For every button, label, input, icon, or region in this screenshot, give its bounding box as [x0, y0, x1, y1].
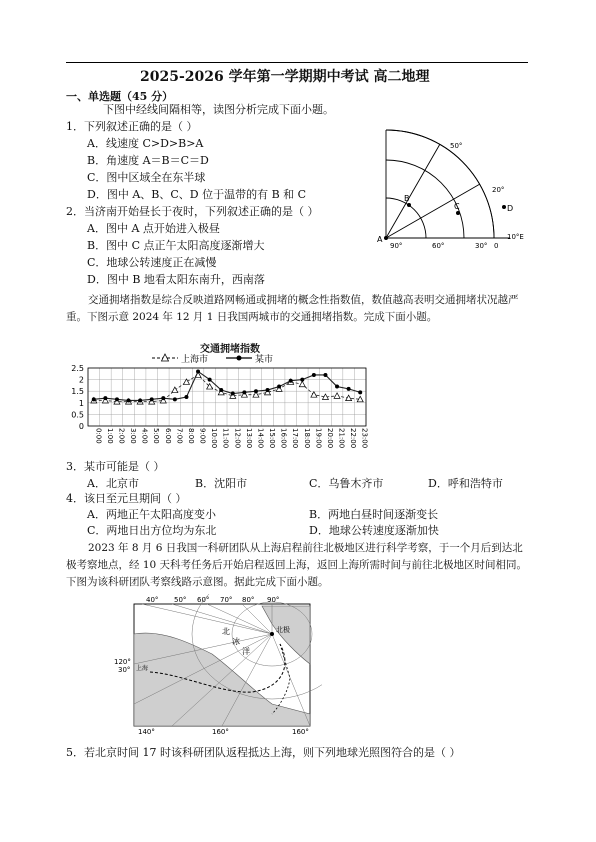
intro-3: 2023 年 8 月 6 日我国一科研团队从上海启程前往北极地区进行科学考察，于一个月后到达北极考察地点，经 10 天科考任务后开始启程返回上海，返回上海所需时间与前往北极地区时间相同。下图为该科研团队考察线路示意图。据此完成下面小题。 — [66, 542, 528, 588]
x-tick-label: 1:00 — [105, 428, 114, 444]
map-bottom-label-160a: 160° — [212, 728, 229, 736]
map-top-label-80: 80° — [242, 596, 255, 604]
question-1-option-a: A．线速度 C>D>B>A — [87, 137, 204, 150]
question-1-option-b: B．角速度 A＝B＝C＝D — [87, 154, 209, 167]
map-top-label-70: 70° — [220, 596, 233, 604]
map-top-label-60: 60° — [197, 596, 210, 604]
question-4-stem: 4．该日至元旦期间（ ） — [66, 492, 187, 505]
question-1-option-c: C．图中区域全在东半球 — [87, 171, 206, 184]
question-3-option-c: C．乌鲁木齐市 — [309, 477, 384, 490]
section-heading: 一、单选题（45 分） — [66, 90, 174, 103]
x-tick-label: 9:00 — [198, 428, 207, 444]
intro-1: 下图中经线间隔相等，读图分析完成下面小题。 — [103, 103, 334, 116]
data-point-moushi — [300, 378, 304, 382]
map-top-label-50: 50° — [174, 596, 187, 604]
data-point-moushi — [254, 389, 258, 393]
data-point-moushi — [150, 397, 154, 401]
legend-moushi: 某市 — [255, 355, 274, 364]
data-point-shanghai — [299, 381, 305, 387]
map-left-label-30: 30° — [118, 666, 131, 674]
map-bottom-label-140: 140° — [138, 728, 155, 736]
question-3-option-d: D．呼和浩特市 — [428, 477, 503, 490]
data-point-moushi — [289, 379, 293, 383]
data-point-moushi — [103, 396, 107, 400]
question-2-option-a: A．图中 A 点开始进入极昼 — [87, 222, 220, 235]
x-tick-label: 12:00 — [233, 428, 242, 449]
lat-label-50: 50° — [450, 142, 463, 150]
question-5-stem: 5．若北京时间 17 时该科研团队返程抵达上海，则下列地球光照图符合的是（ ） — [66, 746, 461, 759]
label-shanghai: 上海 — [136, 665, 149, 672]
x-tick-label: 8:00 — [186, 428, 195, 444]
data-point-moushi — [231, 392, 235, 396]
point-d — [502, 205, 506, 209]
question-4-option-c: C．两地日出方位均为东北 — [87, 524, 217, 537]
x-tick-label: 7:00 — [175, 428, 184, 444]
data-point-moushi — [184, 395, 188, 399]
x-tick-label: 16:00 — [279, 428, 288, 449]
label-bing: 冰 — [232, 637, 240, 646]
question-1-option-d: D．图中 A、B、C、D 位于温带的有 B 和 C — [87, 188, 307, 201]
legend-shanghai: 上海市 — [181, 355, 209, 364]
point-b — [407, 203, 411, 207]
lon-label-10e: 10°E — [507, 233, 524, 241]
x-tick-label: 17:00 — [291, 428, 300, 449]
data-point-moushi — [173, 397, 177, 401]
map-left-label-120: 120° — [114, 658, 131, 666]
data-point-moushi — [347, 387, 351, 391]
x-tick-label: 18:00 — [302, 428, 311, 449]
label-a: A — [377, 235, 383, 244]
data-point-moushi — [335, 385, 339, 389]
question-1-stem: 1．下列叙述正确的是（ ） — [66, 120, 198, 133]
y-tick-label: 1 — [78, 398, 84, 408]
lon-label-90: 90° — [390, 242, 403, 250]
label-d: D — [507, 204, 514, 213]
x-tick-label: 14:00 — [256, 428, 265, 449]
lat-label-20: 20° — [492, 186, 505, 194]
intro-2: 交通拥堵指数是综合反映道路网畅通或拥堵的概念性指数值，数值越高表明交通拥堵状况越严重。下图示意 2024 年 12 月 1 日我国两城市的交通拥堵指数。完成下面小题。 — [66, 294, 519, 323]
question-3-option-b: B．沈阳市 — [195, 477, 248, 490]
data-point-moushi — [127, 398, 131, 402]
y-tick-label: 0.5 — [71, 410, 84, 420]
lon-label-30: 30° — [475, 242, 488, 250]
x-tick-label: 11:00 — [221, 428, 230, 449]
polar-quadrant-map — [370, 118, 530, 258]
map-top-label-40: 40° — [146, 596, 159, 604]
question-2-option-b: B．图中 C 点正午太阳高度逐渐增大 — [87, 239, 265, 252]
data-point-moushi — [323, 373, 327, 377]
data-point-shanghai — [311, 392, 317, 398]
x-tick-label: 20:00 — [325, 428, 334, 449]
x-tick-label: 6:00 — [163, 428, 172, 444]
y-tick-label: 0 — [78, 422, 84, 431]
question-4-option-d: D．地球公转速度逐渐加快 — [309, 524, 439, 537]
label-bei: 北 — [222, 627, 230, 636]
question-3-stem: 3．某市可能是（ ） — [66, 460, 165, 473]
x-tick-label: 2:00 — [117, 428, 126, 444]
x-tick-label: 21:00 — [337, 428, 346, 449]
traffic-chart — [66, 364, 376, 459]
question-3-option-a: A．北京市 — [87, 477, 139, 490]
map-top-label-90: 90° — [267, 596, 280, 604]
map-bottom-label-160b: 160° — [292, 728, 309, 736]
chart-legend — [150, 352, 310, 364]
point-a — [384, 236, 388, 240]
data-point-moushi — [138, 398, 142, 402]
data-point-moushi — [208, 378, 212, 382]
question-4-option-b: B．两地白昼时间逐渐变长 — [309, 508, 439, 521]
exam-title: 2025-2026 学年第一学期期中考试 高二地理 — [140, 69, 430, 85]
header-rule — [66, 62, 528, 63]
label-c: C — [454, 202, 460, 211]
data-point-moushi — [266, 388, 270, 392]
lon-label-60: 60° — [432, 242, 445, 250]
lon-label-0: 0 — [494, 242, 499, 250]
data-point-moushi — [196, 369, 200, 373]
label-north-pole: 北极 — [276, 626, 290, 634]
data-point-moushi — [242, 390, 246, 394]
y-tick-label: 1.5 — [71, 387, 84, 397]
data-point-moushi — [92, 397, 96, 401]
question-2-stem: 2．当济南开始昼长于夜时，下列叙述正确的是（ ） — [66, 205, 319, 218]
y-tick-label: 2 — [78, 375, 84, 385]
point-c — [456, 211, 460, 215]
x-tick-label: 22:00 — [349, 428, 358, 449]
x-tick-label: 13:00 — [244, 428, 253, 449]
data-point-moushi — [312, 373, 316, 377]
question-4-option-a: A．两地正午太阳高度变小 — [87, 508, 216, 521]
x-tick-label: 0:00 — [94, 428, 103, 444]
label-b: B — [404, 194, 410, 203]
data-point-shanghai — [334, 393, 340, 399]
y-tick-label: 2.5 — [71, 364, 84, 373]
arctic-route-map — [112, 594, 322, 736]
data-point-moushi — [161, 396, 165, 400]
x-tick-label: 5:00 — [152, 428, 161, 444]
data-point-moushi — [115, 397, 119, 401]
x-tick-label: 4:00 — [140, 428, 149, 444]
data-point-shanghai — [172, 387, 178, 393]
question-2-option-c: C．地球公转速度正在减慢 — [87, 256, 217, 269]
x-tick-label: 3:00 — [129, 428, 138, 444]
x-tick-label: 23:00 — [360, 428, 369, 449]
x-tick-label: 10:00 — [210, 428, 219, 449]
data-point-moushi — [358, 390, 362, 394]
chart-title: 交通拥堵指数 — [200, 344, 260, 355]
x-tick-label: 15:00 — [268, 428, 277, 449]
data-point-moushi — [219, 388, 223, 392]
question-2-option-d: D．图中 B 地看太阳东南升，西南落 — [87, 273, 265, 286]
data-point-moushi — [277, 385, 281, 389]
label-yang: 洋 — [242, 647, 250, 656]
x-tick-label: 19:00 — [314, 428, 323, 449]
